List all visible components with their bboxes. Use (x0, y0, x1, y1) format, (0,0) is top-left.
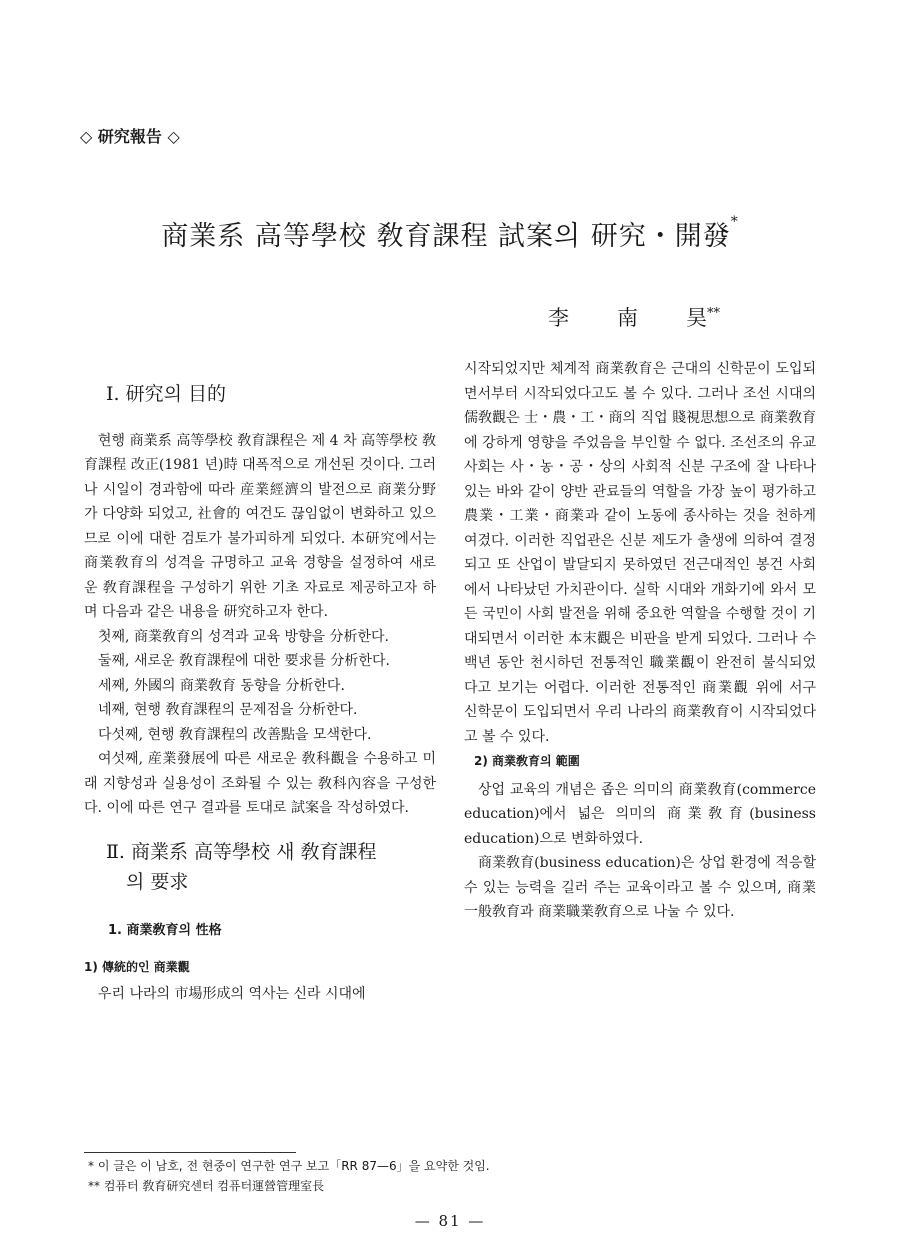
author-name (548, 302, 720, 332)
traditional-view-paragraph-start: 우리 나라의 市場形成의 역사는 신라 시대에 (98, 985, 366, 1002)
author-family-name: 李 (548, 306, 569, 330)
right-column (464, 357, 816, 925)
purpose-item-2: 둘째, 새로운 敎育課程에 대한 要求를 分析한다. (98, 653, 390, 669)
section-label: ◇ 研究報告 ◇ (80, 127, 180, 146)
scope-paragraph-1: 상업 교육의 개념은 좁은 의미의 商業敎育(commerce education)에서 넓은 의미의 商業敎育(business education)으로 변화하였다. (464, 781, 816, 847)
subsubsection-2-heading: 2) 商業敎育의 範圍 (474, 754, 580, 768)
left-column (84, 360, 436, 1006)
purpose-item-5: 다섯째, 현행 敎育課程의 改善點을 모색한다. (98, 726, 372, 743)
author-given-name-1: 南 (617, 306, 638, 330)
purpose-item-4: 네째, 현행 敎育課程의 문제점을 分析한다. (98, 702, 358, 718)
section-2-heading (106, 837, 436, 897)
scope-paragraph-2: 商業敎育(business education)은 상업 환경에 적응할 수 있는 능력을 길러 주는 교육이라고 볼 수 있으며, 商業一般敎育과 商業職業敎育으로 나눌 수 있다. (464, 855, 816, 920)
footnote-rule (84, 1152, 296, 1153)
page-number: — 81 — (414, 1212, 486, 1230)
subsubsection-1-heading: 1) 傳統的인 商業觀 (84, 960, 190, 974)
purpose-item-1: 첫째, 商業敎育의 성격과 교육 방향을 分析한다. (98, 628, 389, 645)
author-footnote-mark: ** (707, 306, 720, 321)
section-2-heading-line-2: 의 要求 (126, 870, 189, 893)
footnote-1: * 이 글은 이 남호, 전 현중이 연구한 연구 보고「RR 87—6」을 요약한 것임. (88, 1159, 490, 1173)
purpose-item-3: 세째, 外國의 商業敎育 동향을 分析한다. (98, 677, 345, 694)
footnotes (88, 1156, 490, 1196)
title-text: 商業系 高等學校 敎育課程 試案의 研究・開發 (161, 221, 731, 252)
traditional-view-paragraph-cont: 시작되었지만 체계적 商業敎育은 근대의 신학문이 도입되면서부터 시작되었다고도 볼 수 있다. 그러나 조선 시대의 儒敎觀은 士・農・工・商의 직업 賤視思想으로 商業敎育에 강하게 영향을 주었음을 부인할 수 없다. 조선조의 유교 사회는 사・농・공・상의 사회적 신분 구조에 잘 나타나 있는 바와 같이 양반 관료들의 역할을 가장 높이 평가하고 農業・工業・商業과 같이 노동에 종사하는 것을 천하게 여겼다. 이러한 직업관은 신분 제도가 출생에 의하여 결정되고 또 산업이 발달되지 못하였던 전근대적인 봉건 사회에서 나타났던 가치관이다. 실학 시대와 개화기에 와서 모든 국민이 사회 발전을 위해 중요한 역할을 수행할 것이 기대되면서 이러한 本末觀은 비판을 받게 되었다. 그러나 수백년 동안 천시하던 전통적인 職業觀이 완전히 불식되었다고 보기는 어렵다. 이러한 전통적인 商業觀 위에 서구 신학문이 도입되면서 우리 나라의 商業敎育이 시작되었다고 볼 수 있다. (464, 361, 816, 745)
title-footnote-mark: * (730, 214, 739, 230)
section-1-heading: Ⅰ. 研究의 目的 (106, 383, 226, 405)
paper-title (0, 214, 900, 253)
author-given-name-2: 昊 (686, 306, 707, 330)
purpose-item-6: 여섯째, 産業發展에 따른 새로운 敎科觀을 수용하고 미래 지향성과 실용성이 조화될 수 있는 敎科內容을 구성한다. 이에 따른 연구 결과를 토대로 試案을 작성하였다. (84, 751, 436, 816)
purpose-paragraph: 현행 商業系 高等學校 敎育課程은 제 4 차 高等學校 敎育課程 改正(1981 년)時 대폭적으로 개선된 것이다. 그러나 시일이 경과함에 따라 産業經濟의 발전으로 商業分野가 다양화 되었고, 社會的 여건도 끊임없이 변화하고 있으므로 이에 대한 검토가 불가피하게 되었다. 本研究에서는 商業敎育의 성격을 규명하고 교육 경향을 설정하여 새로운 敎育課程을 구성하기 위한 기초 자료로 제공하고자 하며 다음과 같은 내용을 研究하고자 한다. (84, 432, 436, 620)
subsection-1-heading: 1. 商業敎育의 性格 (108, 922, 222, 938)
section-2-heading-line-1: Ⅱ. 商業系 高等學校 새 敎育課程 (106, 840, 377, 863)
footnote-2: ** 컴퓨터 敎育研究센터 컴퓨터運營管理室長 (88, 1179, 325, 1193)
